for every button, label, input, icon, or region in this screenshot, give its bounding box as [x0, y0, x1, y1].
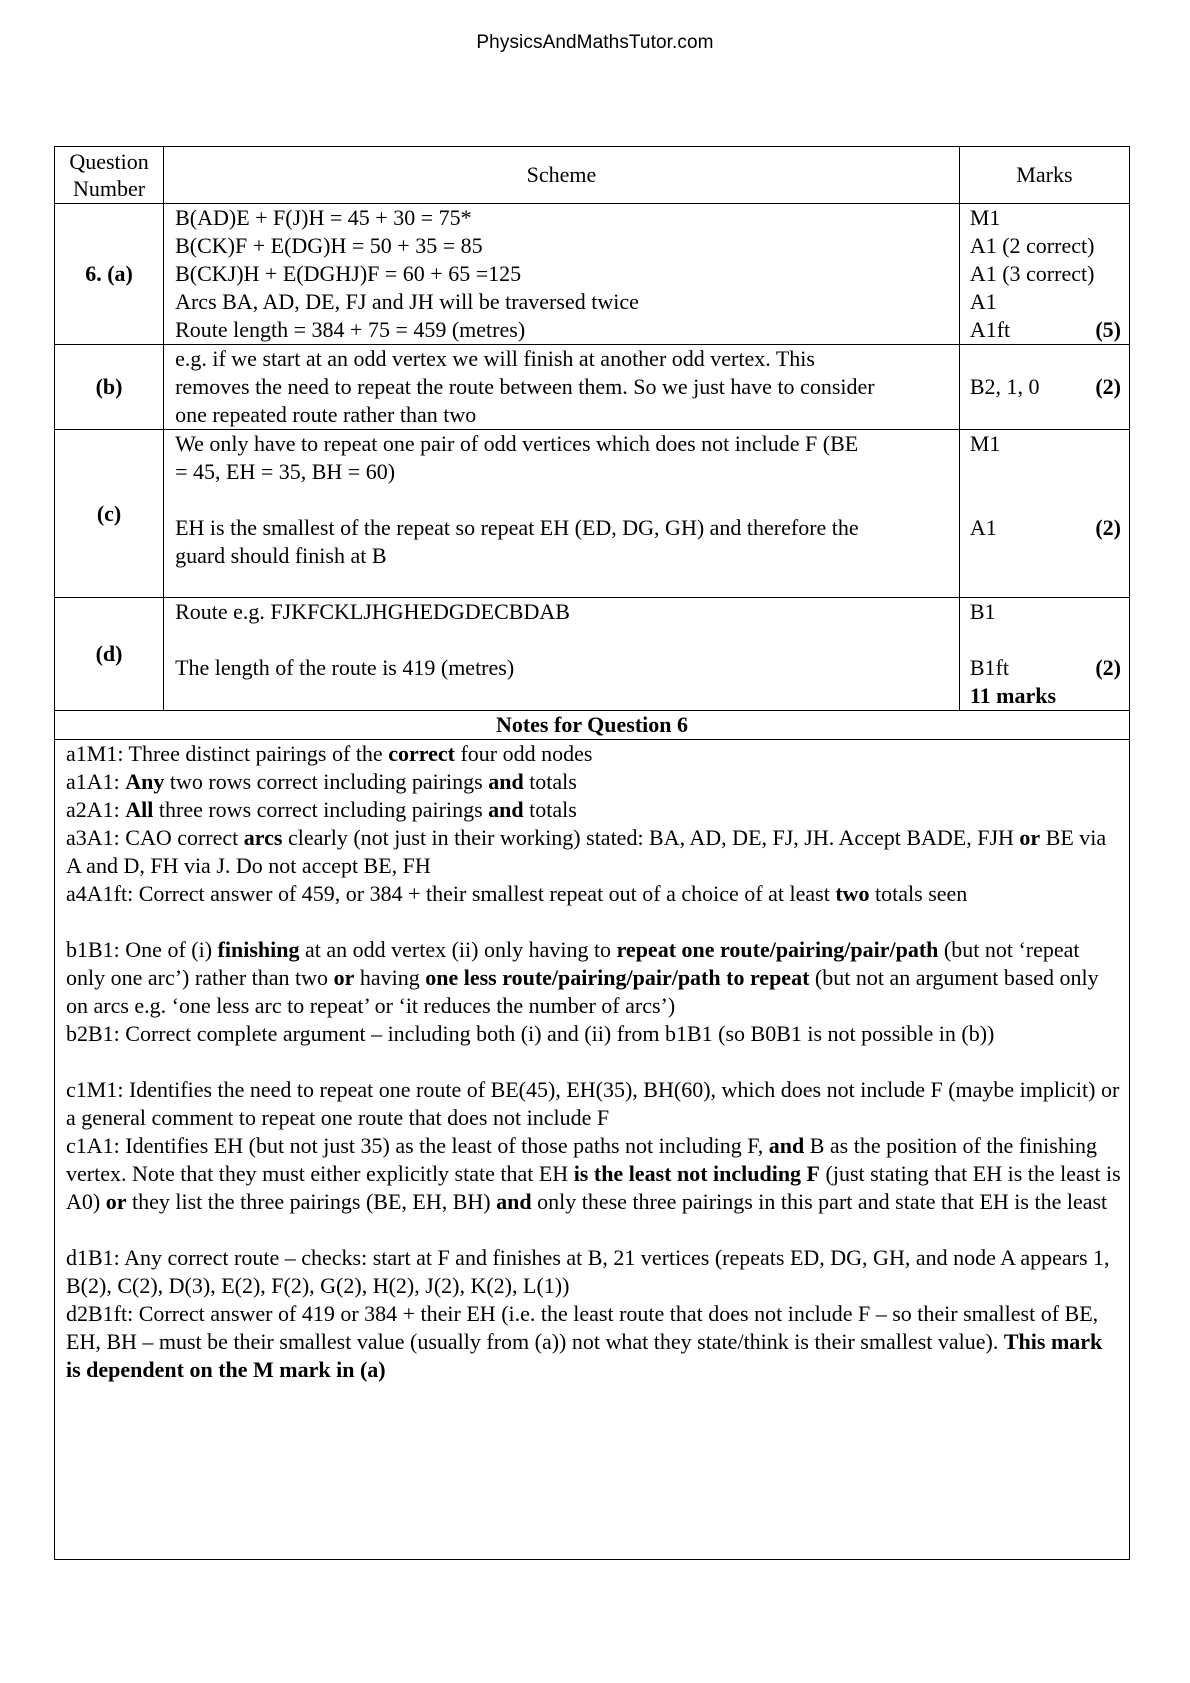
part-d-row [55, 598, 1130, 711]
part-b-total: (2) [1095, 374, 1121, 399]
part-d-marks [959, 598, 1129, 711]
part-b-row [55, 345, 1130, 430]
scheme-line: EH is the smallest of the repeat so repeat EH (ED, DG, GH) and therefore the [175, 515, 859, 540]
scheme-header: Scheme [164, 147, 960, 204]
scheme-line: removes the need to repeat the route between them. So we just have to consider [175, 374, 875, 399]
part-c-label: (c) [55, 430, 164, 598]
part-a-row [55, 204, 1130, 345]
scheme-line: = 45, EH = 35, BH = 60) [175, 459, 396, 484]
notes-body [55, 740, 1130, 1560]
note-item: a3A1: CAO correct arcs clearly (not just in their working) stated: BA, AD, DE, FJ, JH. Accept BADE, FJH or BE via A and D, FH via J. Do not accept BE, FH [66, 825, 1107, 878]
part-b-label: (b) [55, 345, 164, 430]
site-header: PhysicsAndMathsTutor.com [476, 32, 714, 53]
mark-item: A1 (2 correct) [969, 233, 1095, 258]
part-a-marks [959, 204, 1129, 345]
notes-part-d [66, 1244, 1121, 1384]
marks-header: Marks [959, 147, 1129, 204]
part-c-total: (2) [1095, 515, 1121, 540]
part-a-label: 6. (a) [55, 204, 164, 345]
part-a-scheme [164, 204, 960, 345]
scheme-line: guard should finish at B [175, 543, 387, 568]
notes-title-row [55, 711, 1130, 740]
scheme-line: B(CK)F + E(DG)H = 50 + 35 = 85 [175, 233, 483, 258]
scheme-line: The length of the route is 419 (metres) [175, 655, 515, 680]
mark-item: M1 [969, 431, 1001, 456]
note-item: a4A1ft: Correct answer of 459, or 384 + their smallest repeat out of a choice of at least two totals seen [66, 881, 968, 906]
scheme-line: Arcs BA, AD, DE, FJ and JH will be traversed twice [175, 289, 639, 314]
mark-item: A1 (3 correct) [969, 261, 1095, 286]
note-item: c1A1: Identifies EH (but not just 35) as the least of those paths not including F, and B as the position of the finishing vertex. Note that they must either explicitly state that EH is the least not including F (just stating that EH is the least is A0) or they list the three pairings (BE, EH, BH) and only these three pairings in this part and state that EH is the least [66, 1133, 1121, 1214]
mark-item: B2, 1, 0 [969, 374, 1040, 399]
mark-item: B1ft [969, 655, 1009, 680]
question-total: 11 marks [969, 683, 1057, 708]
question-number-header: Question Number [55, 147, 164, 204]
notes-part-a [66, 740, 1121, 908]
scheme-line: B(CKJ)H + E(DGHJ)F = 60 + 65 =125 [175, 261, 522, 286]
scheme-line: B(AD)E + F(J)H = 45 + 30 = 75* [175, 205, 472, 230]
note-item: c1M1: Identifies the need to repeat one route of BE(45), EH(35), BH(60), which does not include F (maybe implicit) or a general comment to repeat one route that does not include F [66, 1077, 1120, 1130]
part-c-scheme [164, 430, 960, 598]
notes-part-c [66, 1076, 1121, 1216]
part-b-marks [959, 345, 1129, 430]
note-item: a2A1: All three rows correct including pairings and totals [66, 797, 577, 822]
notes-part-b [66, 936, 1121, 1048]
notes-title: Notes for Question 6 [55, 711, 1130, 740]
scheme-line: e.g. if we start at an odd vertex we will finish at another odd vertex. This [175, 346, 815, 371]
note-item: a1M1: Three distinct pairings of the correct four odd nodes [66, 741, 593, 766]
part-d-total: (2) [1095, 655, 1121, 680]
part-d-label: (d) [55, 598, 164, 711]
mark-item: A1 [969, 289, 997, 314]
note-item: d2B1ft: Correct answer of 419 or 384 + their EH (i.e. the least route that does not include F – so their smallest of BE, EH, BH – must be their smallest value (usually from (a)) not what they state/think is their smallest value). This mark is dependent on the M mark in (a) [66, 1301, 1103, 1382]
mark-item: B1 [969, 599, 996, 624]
table-header-row [55, 147, 1130, 204]
part-c-row [55, 430, 1130, 598]
part-b-scheme [164, 345, 960, 430]
part-d-scheme [164, 598, 960, 711]
scheme-line: We only have to repeat one pair of odd vertices which does not include F (BE [175, 431, 859, 456]
scheme-line: one repeated route rather than two [175, 402, 477, 427]
mark-item: A1 [969, 515, 997, 540]
part-c-marks [959, 430, 1129, 598]
note-item: a1A1: Any two rows correct including pairings and totals [66, 769, 577, 794]
mark-scheme-table [54, 146, 1130, 1560]
part-a-total: (5) [1095, 317, 1121, 342]
note-item: b2B1: Correct complete argument – including both (i) and (ii) from b1B1 (so B0B1 is not possible in (b)) [66, 1021, 995, 1046]
scheme-line: Route length = 384 + 75 = 459 (metres) [175, 317, 526, 342]
notes-body-row [55, 740, 1130, 1560]
mark-item: M1 [969, 205, 1001, 230]
mark-item: A1ft [969, 317, 1011, 342]
note-item: b1B1: One of (i) finishing at an odd vertex (ii) only having to repeat one route/pairing/pair/path (but not ‘repeat only one arc’) rather than two or having one less route/pairing/pair/path to repeat (but not an argument based only on arcs e.g. ‘one less arc to repeat’ or ‘it reduces the number of arcs’) [66, 937, 1099, 1018]
scheme-line: Route e.g. FJKFCKLJHGHEDGDECBDAB [175, 599, 570, 624]
note-item: d1B1: Any correct route – checks: start at F and finishes at B, 21 vertices (repeats ED, DG, GH, and node A appears 1, B(2), C(2), D(3), E(2), F(2), G(2), H(2), J(2), K(2), L(1)) [66, 1245, 1110, 1298]
